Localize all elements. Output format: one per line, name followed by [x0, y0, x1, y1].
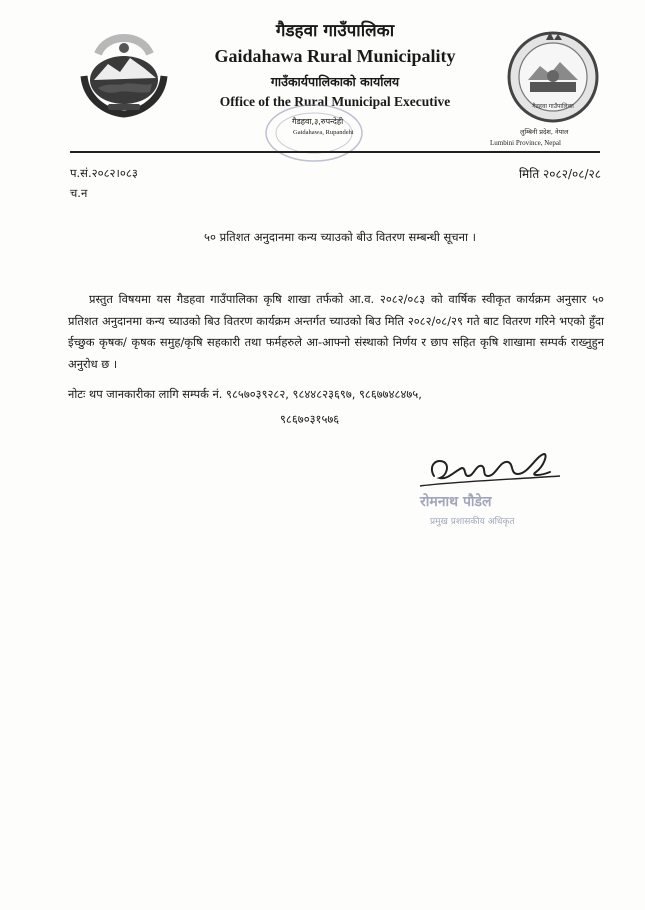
header-divider [70, 151, 600, 153]
signatory-stamp [408, 484, 558, 534]
signatory-stamp-icon [408, 484, 558, 534]
office-name-nepali: गाउँकार्यपालिकाको कार्यालय [270, 74, 400, 89]
municipality-logo-text: गैडहवा गाउँपालिका [532, 103, 574, 110]
contact-note-continued: ९८६७०३१५७६ [280, 412, 340, 426]
signatory-name: रोमनाथ पौडेल [420, 494, 492, 510]
province-nepali: लुम्बिनी प्रदेश, नेपाल [520, 128, 569, 136]
letter-body: प्रस्तुत विषयमा यस गैडहवा गाउँपालिका कृषि शाखा तर्फको आ.व. २०८२/०८३ को वार्षिक स्वीकृत कार्यक्रम अनुसार ५० प्रतिशत अनुदानमा कन्य च्याउको बिउ वितरण कार्यक्रम अन्तर्गत च्याउको बिउ मिति २०८२/०८/२९ गते बाट वितरण गरिने भएको हुँदा ईच्छुक कृषक/ कृषक समुह/कृषि सहकारी तथा फर्महरुले आ-आफ्नो संस्थाको निर्णय र छाप सहित कृषि शाखामा सम्पर्क राख्नुहुन अनुरोध छ । [68, 292, 604, 371]
province-english: Lumbini Province, Nepal [490, 139, 561, 147]
dispatch-number: च.न [70, 186, 88, 200]
letter-date: मिति २०८२/०८/२८ [518, 167, 601, 181]
address-english: Gaidahawa, Rupandehi [293, 129, 354, 136]
nepal-coat-of-arms-icon [78, 28, 170, 120]
office-name-english: Office of the Rural Municipal Executive [219, 94, 451, 109]
municipality-name-nepali: गैडहवा गाउँपालिका [275, 21, 395, 41]
municipality-logo-icon [506, 30, 600, 124]
address-nepali: गैडहवा,३,रुपन्देही [292, 117, 344, 126]
reference-number: प.सं.२०८२।०८३ [70, 166, 138, 180]
letter-subject: ५० प्रतिशत अनुदानमा कन्य च्याउको बीउ वितरण सम्बन्धी सूचना । [204, 230, 476, 244]
municipality-name-english: Gaidahawa Rural Municipality [214, 46, 456, 66]
office-stamp-icon [262, 100, 366, 166]
contact-note: नोटः थप जानकारीका लागि सम्पर्क नं. ९८५७०३९२८२, ९८४४८२३६९७, ९८६७७४८४७५, [68, 387, 422, 401]
signatory-title: प्रमुख प्रशासकीय अधिकृत [430, 517, 515, 527]
